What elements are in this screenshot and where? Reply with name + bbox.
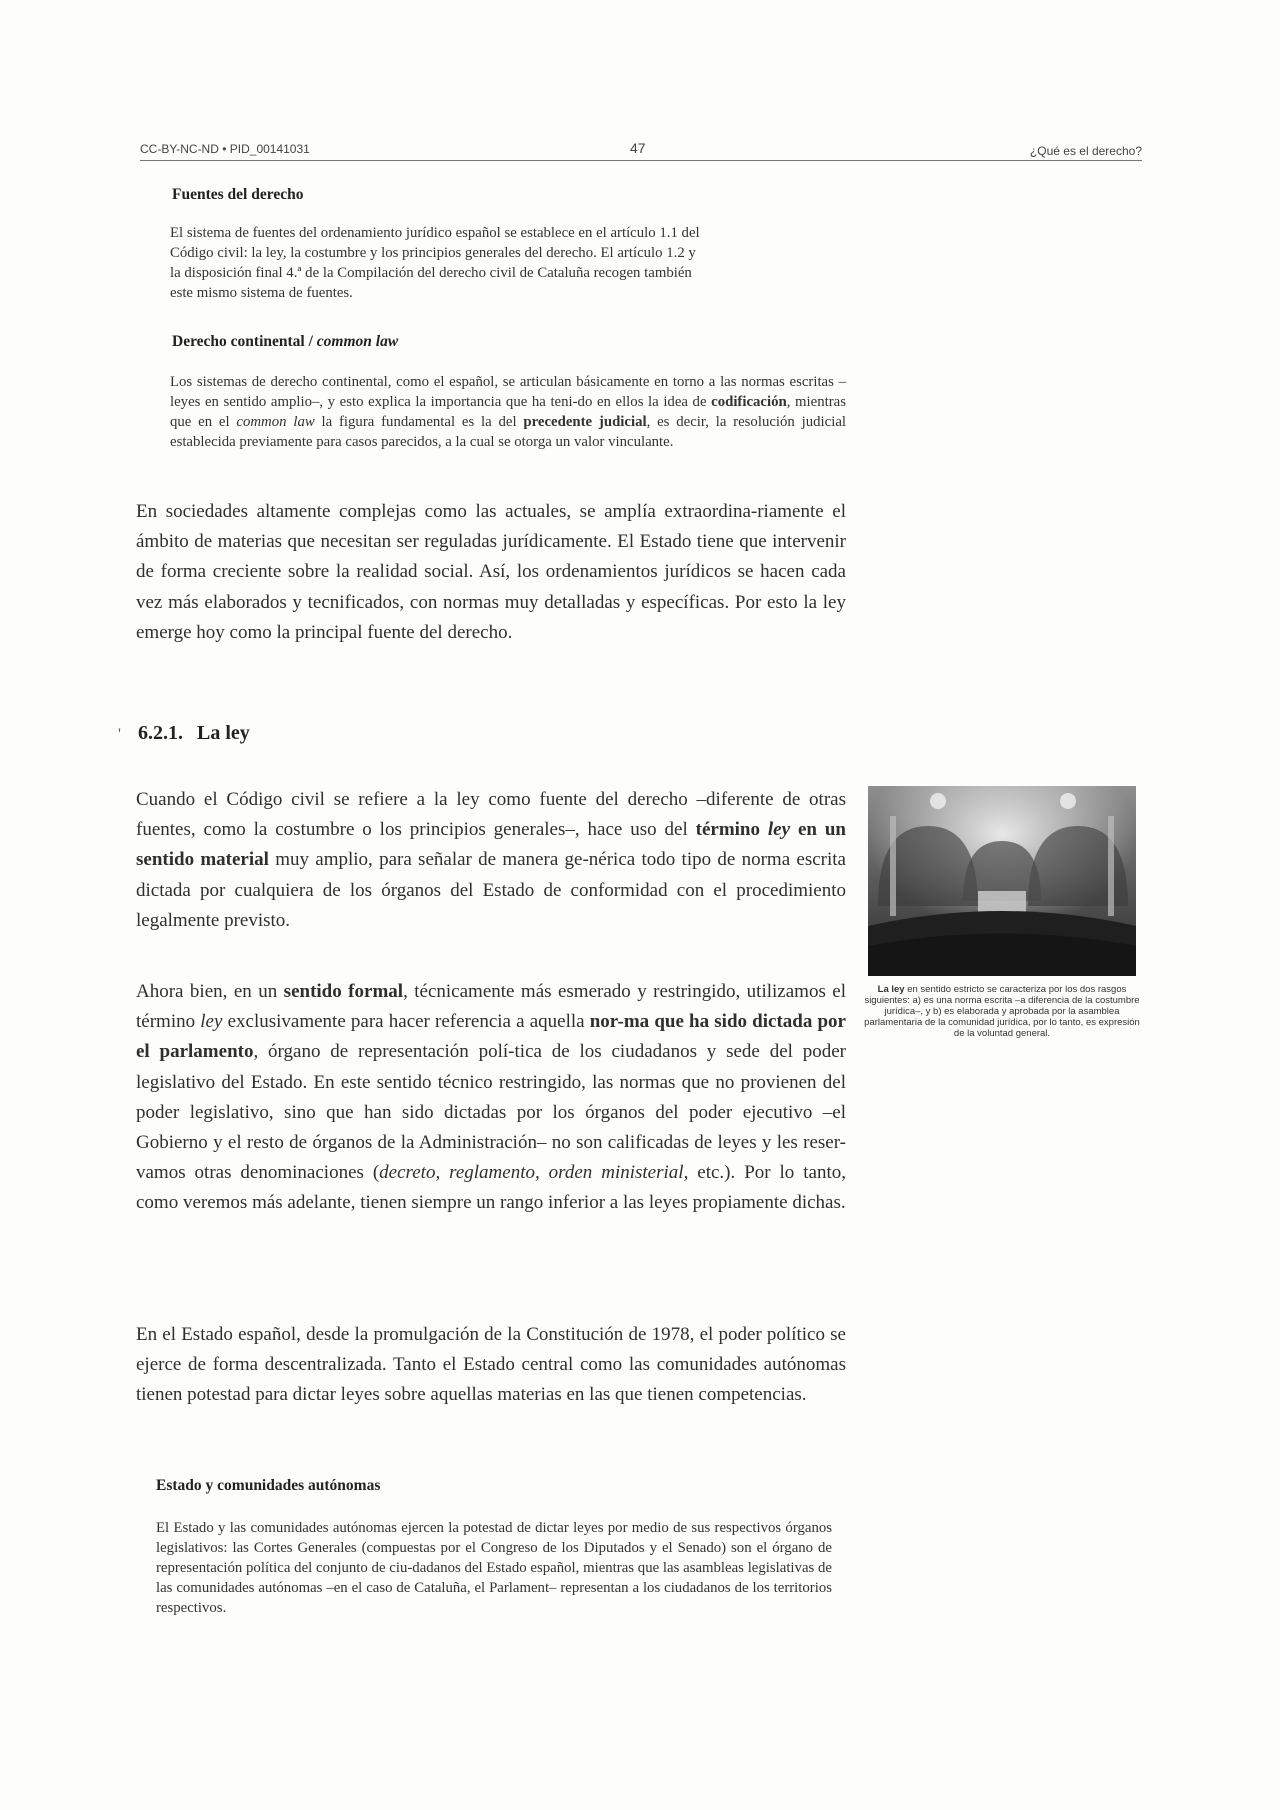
box-title-estado-comunidades: Estado y comunidades autónomas: [156, 1477, 381, 1494]
text-run: , es decir, la resolución judicial establecida previamente para casos parecidos, a la cual se otorga un valor vinculante.: [170, 414, 846, 450]
box-text-derecho-continental: [170, 372, 846, 452]
box-line: este mismo sistema de fuentes.: [170, 285, 353, 301]
text-run: la figura fundamental es la del: [314, 414, 524, 430]
box-text-estado-comunidades: [156, 1518, 832, 1618]
paragraph-sentido-formal: [136, 977, 846, 1219]
chapter-title: ¿Qué es el derecho?: [1029, 144, 1142, 158]
term-sentido-formal: sentido formal: [283, 981, 404, 1002]
term-norma-parlamento: nor-ma que ha sido dictada por el parlamento: [136, 1011, 846, 1063]
section-name: La ley: [197, 722, 250, 744]
term-ley: ley: [200, 1011, 223, 1033]
box-title-italic: common law: [316, 333, 399, 350]
paragraph-text: En el Estado español, desde la promulgación de la Constitución de 1978, el poder político se ejerce de forma descentralizada. Tanto el Estado central como las comunidades autónomas tienen potestad para dictar leyes sobre aquellas materias en las que tienen competencias.: [136, 1324, 846, 1406]
page-header: [140, 138, 1142, 161]
box-title-derecho-continental: [172, 333, 398, 351]
text-run: Cuando el Código civil se refiere a la ley como fuente del derecho –diferente de otras fuentes, como la costumbre o los principios generales–, hace uso del: [136, 789, 846, 841]
term-common-law: common law: [236, 414, 315, 430]
section-title: [138, 722, 250, 745]
text-run: Ahora bien, en un: [136, 981, 284, 1002]
box-title-fuentes: Fuentes del derecho: [172, 186, 304, 203]
term-ley: ley: [767, 819, 791, 841]
paragraph-sociedades: [136, 497, 846, 648]
box-title-text: Derecho continental /: [172, 333, 317, 350]
license-id: CC-BY-NC-ND • PID_00141031: [140, 142, 310, 156]
text-run: , mientras que en el: [170, 394, 846, 430]
text-run: exclusivamente para hacer referencia a aquella: [222, 1011, 590, 1033]
section-number: 6.2.1.: [138, 722, 183, 744]
text-run: etc.). Por lo tanto, como veremos más adelante, tienen siempre un rango inferior a las leyes propiamente dichas.: [136, 1162, 846, 1214]
box-line: la disposición final 4.ª de la Compilación del derecho civil de Cataluña recogen también: [170, 265, 692, 281]
box-paragraph: El Estado y las comunidades autónomas ejercen la potestad de dictar leyes por medio de sus respectivos órganos legislativos: las Cortes Generales (compuestas por el Congreso de los Diputados y el Senado) son el órgano de representación política del conjunto de ciu-dadanos del Estado español, mientras que las asambleas legislativas de las comunidades autónomas –en el caso de Cataluña, el Parlament– representan a los ciudadanos de los territorios respectivos.: [156, 1520, 832, 1616]
text-run: , órgano de representación polí-tica de los ciudadanos y sede del poder legislativo del Estado. En este sentido técnico restringido, las normas que no provienen del poder legislativo, sino que han sido dictadas por los órganos del poder ejecutivo –el Gobierno y el resto de órganos de la Administración– no son calificadas de leyes y les reser-vamos otras denominaciones (: [136, 1041, 846, 1184]
paragraph-codigo-civil: [136, 785, 846, 936]
box-line: El sistema de fuentes del ordenamiento jurídico español se establece en el artículo 1.1 del: [170, 225, 700, 241]
paragraph-text: [136, 977, 846, 1219]
text-run: Los sistemas de derecho continental, como el español, se articulan básicamente en torno a las normas escritas –leyes en sentido amplio–, y esto explica la importancia que ha teni-do en ellos la idea de: [170, 374, 846, 410]
text-run: muy amplio, para señalar de manera ge-nérica todo tipo de norma escrita dictada por cualquiera de los órganos del Estado de conformidad con el procedimiento legalmente previsto.: [136, 849, 846, 931]
paragraph-text: En sociedades altamente complejas como las actuales, se amplía extraordina-riamente el ámbito de materias que necesitan ser reguladas jurídicamente. El Estado tiene que intervenir de forma creciente sobre la realidad social. Así, los ordenamientos jurídicos se hacen cada vez más elaborados y tecnificados, con normas muy detalladas y específicas. Por esto la ley emerge hoy como la principal fuente del derecho.: [136, 501, 846, 643]
paragraph-text: [136, 785, 846, 936]
caption-bold: La ley: [877, 984, 905, 995]
margin-mark: ': [118, 726, 121, 743]
photo-caption: [862, 984, 1142, 1039]
term-codificacion: codificación: [711, 394, 787, 410]
text-run: en sentido estricto se caracteriza por los dos rasgos siguientes: a) es una norma escrita –a diferencia de la costumbre jurídica–, y b) es elaborada y aprobada por la asamblea parlamentaria de la comunidad jurídica, por lo tanto, es expresión de la voluntad general.: [864, 984, 1140, 1039]
paragraph-estado-espanol: [136, 1320, 846, 1411]
term-denominaciones: decreto, reglamento, orden ministerial,: [379, 1162, 689, 1184]
term-sentido-material: en un sentido material: [136, 819, 846, 871]
box-paragraph: [170, 372, 846, 452]
page-number: 47: [630, 140, 646, 156]
term-termino: término: [695, 819, 768, 841]
term-precedente-judicial: precedente judicial: [523, 414, 647, 430]
parliament-photo: [868, 786, 1136, 976]
text-run: , técnicamente más esmerado y restringido, utilizamos el término: [136, 981, 846, 1033]
caption-text: [862, 984, 1142, 1039]
box-line: Código civil: la ley, la costumbre y los principios generales del derecho. El artículo 1.2 y: [170, 245, 696, 261]
box-text-fuentes: [170, 223, 880, 303]
